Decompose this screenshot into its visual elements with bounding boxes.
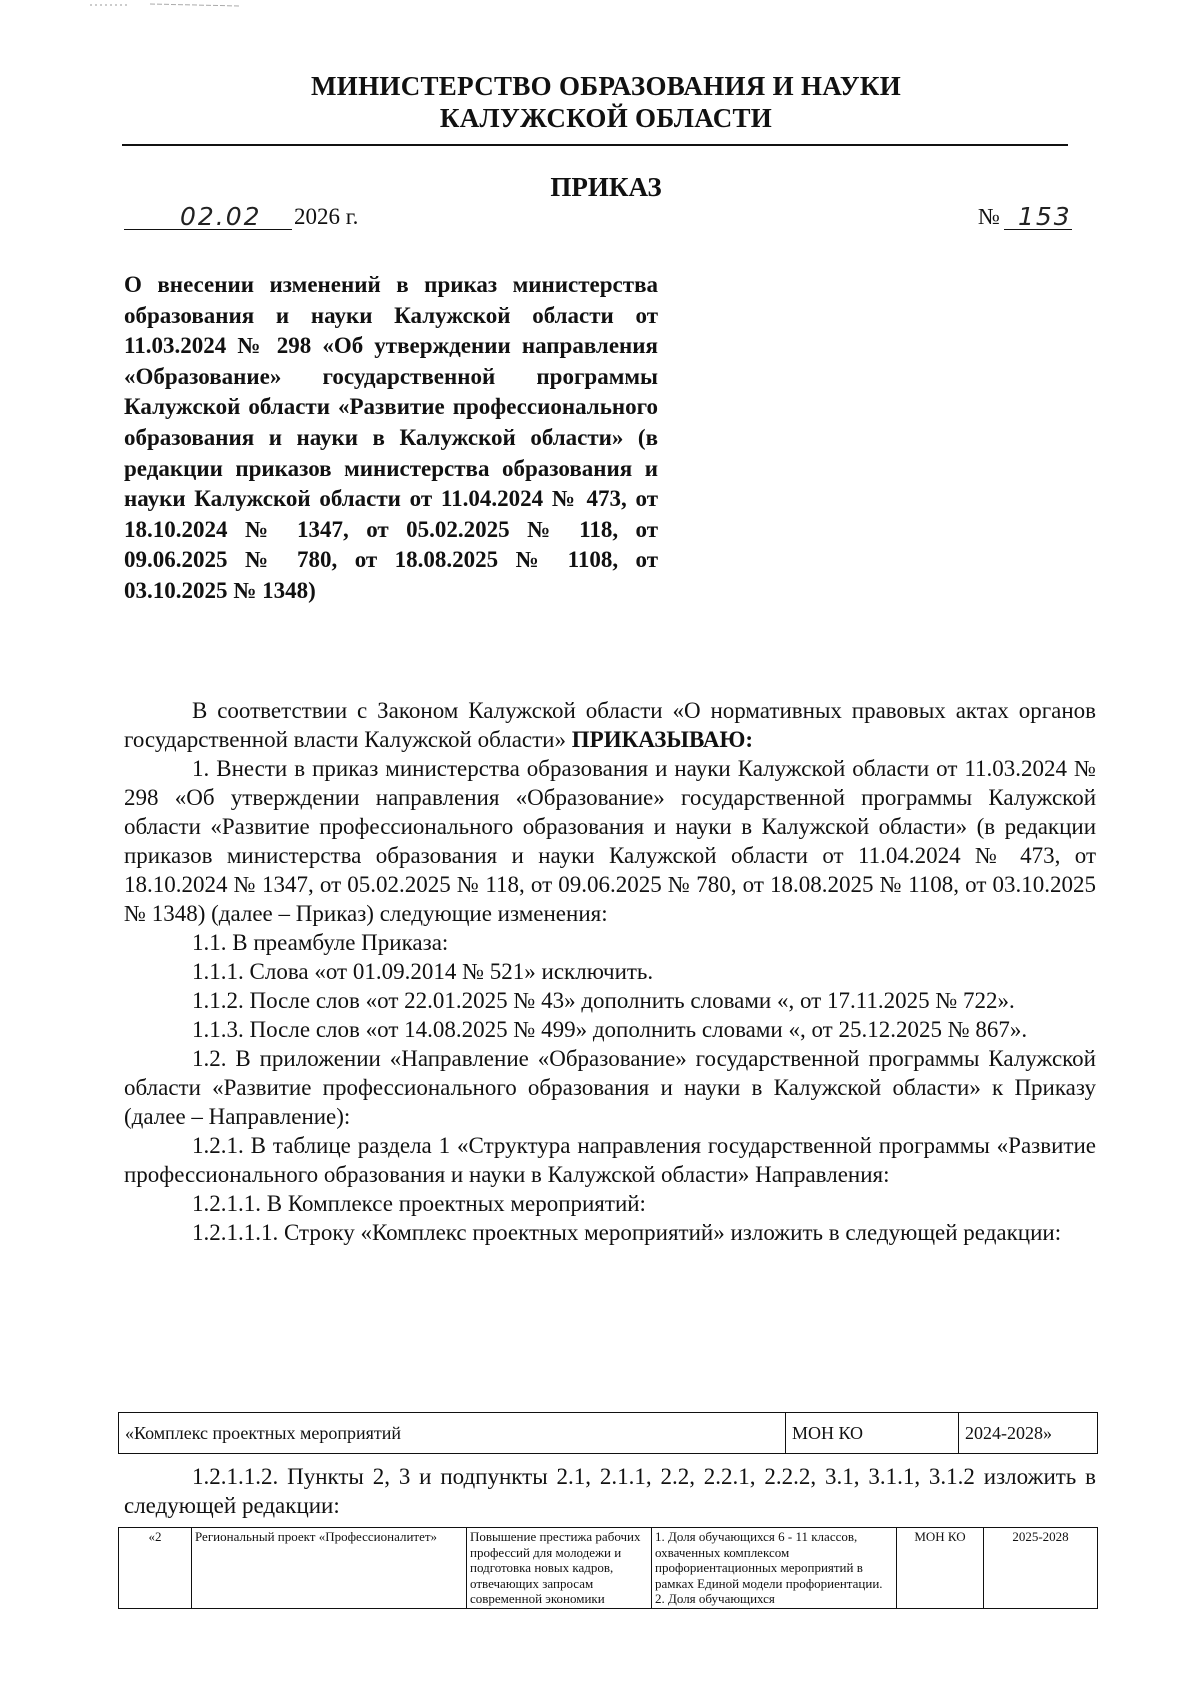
- ministry-line-1: МИНИСТЕРСТВО ОБРАЗОВАНИЯ И НАУКИ: [311, 71, 901, 101]
- paragraph-1-1: 1.1. В преамбуле Приказа:: [192, 930, 449, 955]
- table-cell-period: 2025-2028: [984, 1528, 1098, 1609]
- table-cell-period: 2024-2028»: [959, 1413, 1098, 1454]
- preamble-paragraph: [124, 696, 1096, 754]
- table-cell-goal: Повышение престижа рабочих профессий для молодежи и подготовка новых кадров, отвечающих запросам современной экономики: [467, 1528, 652, 1609]
- number-label: №: [978, 204, 1000, 229]
- regional-project-table: [118, 1527, 1098, 1609]
- table-row: [119, 1528, 1098, 1609]
- paragraph-1-2: 1.2. В приложении «Направление «Образование» государственной программы Калужской области «Развитие профессионального образования и науки в Калужской области» к Приказу (далее – Направление):: [124, 1046, 1096, 1129]
- paragraph-1-1-3: 1.1.3. После слов «от 14.08.2025 № 499» дополнить словами «, от 25.12.2025 № 867».: [192, 1017, 1028, 1042]
- paragraph-1-2-1: 1.2.1. В таблице раздела 1 «Структура направления государственной программы «Развитие профессионального образования и науки в Калужской области» Направления:: [124, 1133, 1096, 1187]
- table-row: [119, 1413, 1098, 1454]
- table-cell-responsible: МОН КО: [786, 1413, 959, 1454]
- table-cell-indicators: [652, 1528, 897, 1609]
- paragraph-1: 1. Внести в приказ министерства образования и науки Калужской области от 11.03.2024 № 298 «Об утверждении направления «Образование» государственной программы Калужской области «Развитие профессионального образования и науки в Калужской области» (в редакции приказов министерства образования и науки Калужской области от 11.04.2024 № 473, от 18.10.2024 № 1347, от 05.02.2025 № 118, от 09.06.2025 № 780, от 18.08.2025 № 1108, от 03.10.2025 № 1348) (далее – Приказ) следующие изменения:: [124, 756, 1096, 926]
- order-word: ПРИКАЗЫВАЮ:: [571, 727, 754, 752]
- order-number: [978, 204, 1072, 230]
- after-table-text: [124, 1462, 1096, 1520]
- paragraph-1-2-1-1-2: 1.2.1.1.2. Пункты 2, 3 и подпункты 2.1, 2.1.1, 2.2, 2.2.1, 2.2.2, 3.1, 3.1.1, 3.1.2 изложить в следующей редакции:: [124, 1464, 1096, 1518]
- order-date: [124, 204, 358, 230]
- paragraph-1-1-1: 1.1.1. Слова «от 01.09.2014 № 521» исключить.: [192, 959, 654, 984]
- table-cell-number: «2: [119, 1528, 192, 1609]
- order-subject: О внесении изменений в приказ министерства образования и науки Калужской области от 11.03.2024 № 298 «Об утверждении направления «Образование» государственной программы Калужской области «Развитие профессионального образования и науки в Калужской области» (в редакции приказов министерства образования и науки Калужской области от 11.04.2024 № 473, от 18.10.2024 № 1347, от 05.02.2025 № 118, от 09.06.2025 № 780, от 18.08.2025 № 1108, от 03.10.2025 № 1348): [124, 272, 658, 603]
- complex-measures-table: [118, 1412, 1098, 1454]
- ministry-line-2: КАЛУЖСКОЙ ОБЛАСТИ: [439, 103, 773, 133]
- handwritten-number: 153: [1004, 205, 1072, 230]
- paragraph-1-1-2: 1.1.2. После слов «от 22.01.2025 № 43» дополнить словами «, от 17.11.2025 № 722».: [192, 988, 1015, 1013]
- scan-artifact: [90, 2, 270, 8]
- indicator-2: 2. Доля обучающихся: [655, 1591, 775, 1606]
- ministry-name: [120, 70, 1092, 134]
- table-cell-name: «Комплекс проектных мероприятий: [119, 1413, 786, 1454]
- document-type-title: ПРИКАЗ: [550, 172, 662, 202]
- indicator-1: 1. Доля обучающихся 6 - 11 классов, охваченных комплексом профориентационных мероприятий в рамках Единой модели профориентации.: [655, 1529, 883, 1591]
- paragraph-1-2-1-1-1: 1.2.1.1.1. Строку «Комплекс проектных мероприятий» изложить в следующей редакции:: [192, 1220, 1062, 1245]
- paragraph-1-2-1-1: 1.2.1.1. В Комплексе проектных мероприятий:: [192, 1191, 646, 1216]
- order-year: 2026 г.: [294, 204, 359, 229]
- order-body: [124, 696, 1096, 1247]
- table-cell-project-name: Региональный проект «Профессионалитет»: [192, 1528, 467, 1609]
- table-cell-responsible: МОН КО: [897, 1528, 984, 1609]
- header-rule: [122, 144, 1068, 146]
- handwritten-date: 02.02: [124, 205, 292, 230]
- preamble-text: В соответствии с Законом Калужской области «О нормативных правовых актах органов государственной власти Калужской области»: [124, 698, 1096, 752]
